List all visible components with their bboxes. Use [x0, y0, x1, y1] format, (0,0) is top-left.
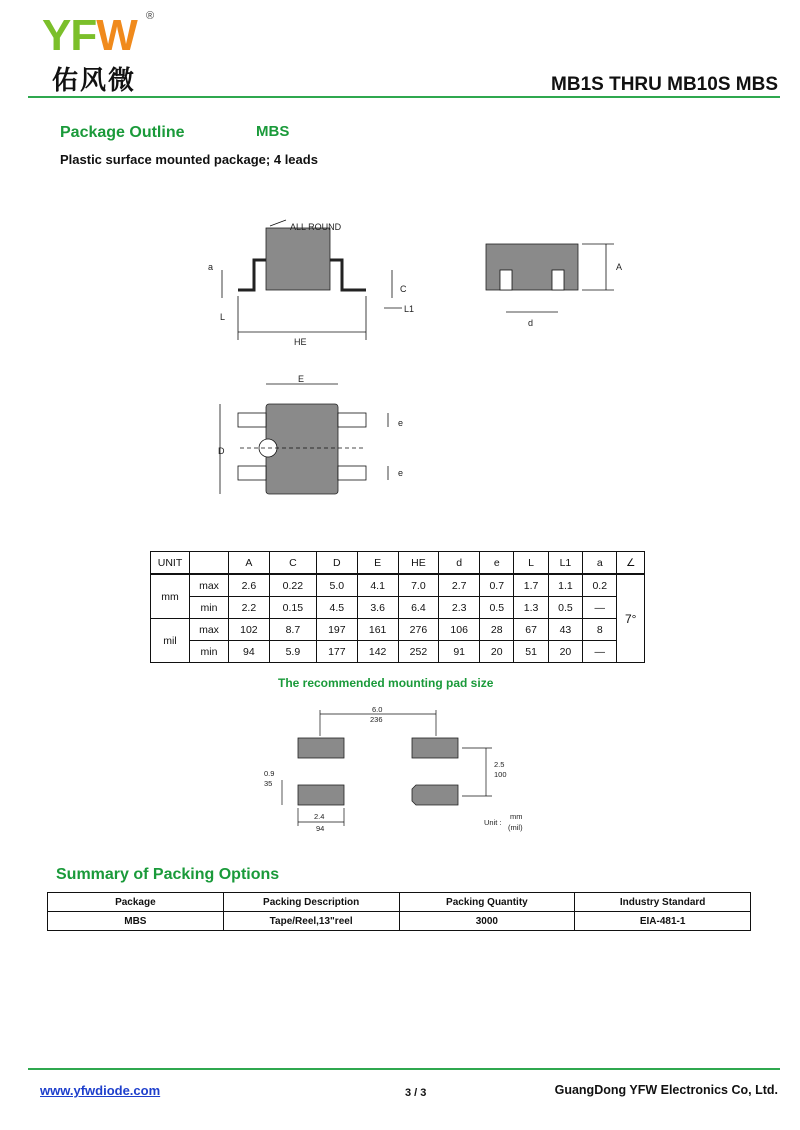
limit-label: min: [190, 641, 229, 663]
unit-cell: mil: [151, 619, 190, 663]
header-cell: UNIT: [151, 552, 190, 575]
value-cell: 1.7: [514, 574, 548, 597]
header-cell: L: [514, 552, 548, 575]
header-cell: HE: [398, 552, 439, 575]
value-cell: —: [583, 597, 617, 619]
value-cell: 0.7: [480, 574, 514, 597]
table-row: [151, 641, 645, 663]
label-pitch-e-1: e: [398, 418, 404, 428]
header-cell: E: [357, 552, 398, 575]
pad-span-mm: 6.0: [372, 705, 383, 714]
header-cell: [190, 552, 229, 575]
header-rule: [28, 96, 780, 98]
label-d: d: [528, 318, 534, 328]
limit-label: max: [190, 619, 229, 641]
unit-top: mm: [510, 812, 523, 821]
label-e-width: E: [298, 374, 305, 384]
value-cell: 2.7: [439, 574, 480, 597]
website-link[interactable]: www.yfwdiode.com: [40, 1083, 161, 1098]
value-cell: 2.2: [229, 597, 270, 619]
label-all-round: ALL ROUND: [290, 222, 342, 232]
value-cell: 276: [398, 619, 439, 641]
pad-width-mil: 94: [316, 824, 325, 833]
packing-table: [47, 892, 751, 931]
value-cell: 197: [316, 619, 357, 641]
label-c: C: [400, 284, 407, 294]
table-row: [151, 574, 645, 597]
value-cell: 0.15: [269, 597, 316, 619]
pad-gap-mil: 35: [264, 779, 273, 788]
header-cell: L1: [548, 552, 582, 575]
pad-gap-mm: 0.9: [264, 769, 275, 778]
mounting-pad-drawing: [240, 700, 560, 840]
package-outline-drawing: [0, 200, 800, 510]
value-cell: 161: [357, 619, 398, 641]
header-cell: ∠: [617, 552, 645, 575]
pad-width-mm: 2.4: [314, 812, 325, 821]
pad-span-mil: 236: [370, 715, 383, 724]
mounting-pad-caption: The recommended mounting pad size: [278, 676, 494, 690]
value-cell: 4.1: [357, 574, 398, 597]
package-name: MBS: [256, 123, 290, 140]
value-cell: 7.0: [398, 574, 439, 597]
value-cell: 2.6: [229, 574, 270, 597]
label-l1: L1: [404, 304, 415, 314]
value-cell: 0.5: [548, 597, 582, 619]
value-cell: 8: [583, 619, 617, 641]
value-cell: —: [583, 641, 617, 663]
table-row: [48, 912, 751, 931]
logo-text-w: W: [96, 11, 137, 60]
header-cell: d: [439, 552, 480, 575]
label-l: L: [220, 312, 226, 322]
value-cell: 6.4: [398, 597, 439, 619]
value-cell: 0.2: [583, 574, 617, 597]
value-cell: 142: [357, 641, 398, 663]
label-a: a: [208, 262, 214, 272]
unit-cell: mm: [151, 574, 190, 619]
label-he: HE: [294, 337, 307, 347]
value-cell: 94: [229, 641, 270, 663]
value-cell: 1.1: [548, 574, 582, 597]
value-cell: 28: [480, 619, 514, 641]
value-cell: 67: [514, 619, 548, 641]
label-d-length: D: [218, 446, 225, 456]
value-cell: 51: [514, 641, 548, 663]
pad-height-mil: 100: [494, 770, 507, 779]
footer-rule: [28, 1068, 780, 1070]
header-cell: Package: [48, 893, 224, 912]
limit-label: max: [190, 574, 229, 597]
company-name: GuangDong YFW Electronics Co, Ltd.: [554, 1083, 778, 1097]
label-height-a: A: [616, 262, 623, 272]
dimension-header-row: [151, 552, 645, 575]
pad-height-mm: 2.5: [494, 760, 505, 769]
table-row: [151, 597, 645, 619]
value-cell: 5.0: [316, 574, 357, 597]
table-row: [151, 619, 645, 641]
logo-chinese: 佑风微: [52, 66, 137, 96]
value-cell: 43: [548, 619, 582, 641]
value-cell: 1.3: [514, 597, 548, 619]
value-cell: 2.3: [439, 597, 480, 619]
packing-header-row: [48, 893, 751, 912]
value-cell: 4.5: [316, 597, 357, 619]
page-number: 3 / 3: [405, 1087, 427, 1099]
header-cell: A: [229, 552, 270, 575]
header-cell: C: [269, 552, 316, 575]
value-cell: 91: [439, 641, 480, 663]
packing-cell: EIA-481-1: [575, 912, 751, 931]
header-cell: Industry Standard: [575, 893, 751, 912]
packing-cell: Tape/Reel,13"reel: [223, 912, 399, 931]
header-cell: D: [316, 552, 357, 575]
packing-cell: 3000: [399, 912, 575, 931]
unit-bottom: (mil): [508, 823, 523, 832]
value-cell: 3.6: [357, 597, 398, 619]
value-cell: 102: [229, 619, 270, 641]
header-cell: Packing Quantity: [399, 893, 575, 912]
header-cell: Packing Description: [223, 893, 399, 912]
header-cell: e: [480, 552, 514, 575]
value-cell: 0.22: [269, 574, 316, 597]
angle-cell: 7°: [617, 574, 645, 663]
label-pitch-e-2: e: [398, 468, 404, 478]
limit-label: min: [190, 597, 229, 619]
document-title: MB1S THRU MB10S MBS: [551, 74, 778, 95]
logo: [42, 11, 137, 60]
value-cell: 20: [480, 641, 514, 663]
value-cell: 252: [398, 641, 439, 663]
value-cell: 8.7: [269, 619, 316, 641]
value-cell: 177: [316, 641, 357, 663]
logo-text-yf: YF: [42, 11, 97, 60]
package-outline-heading: Package Outline: [60, 124, 185, 141]
value-cell: 0.5: [480, 597, 514, 619]
packing-cell: MBS: [48, 912, 224, 931]
value-cell: 106: [439, 619, 480, 641]
package-description: Plastic surface mounted package; 4 leads: [60, 152, 318, 167]
unit-label: Unit :: [484, 818, 502, 827]
header-cell: a: [583, 552, 617, 575]
registered-mark: ®: [146, 10, 155, 22]
packing-options-heading: Summary of Packing Options: [56, 866, 280, 883]
dimension-table: [150, 551, 645, 663]
value-cell: 5.9: [269, 641, 316, 663]
value-cell: 20: [548, 641, 582, 663]
